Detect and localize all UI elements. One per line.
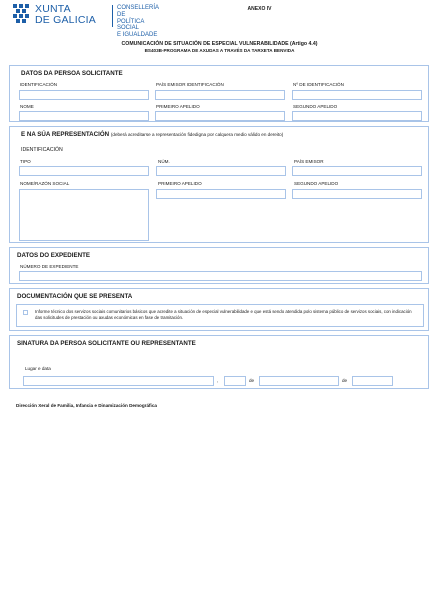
segundo-apelido-field[interactable] — [292, 111, 422, 121]
label-primeiro-apelido: PRIMEIRO APELIDO — [158, 181, 202, 186]
identificacion-field[interactable] — [19, 90, 149, 100]
department-name: CONSELLERÍA DE POLÍTICA SOCIAL E IGUALDADE — [117, 5, 159, 39]
footer-directorate: Dirección Xeral de Familia, Infancia e Dinamización Demográfica — [16, 403, 157, 408]
primeiro-apelido-field[interactable] — [155, 111, 285, 121]
label-pais-emisor: PAÍS EMISOR — [294, 159, 324, 164]
segundo-apelido-field[interactable] — [292, 189, 422, 199]
logo-wordmark: XUNTA DE GALICIA — [35, 3, 96, 26]
label-nome-razon: NOME/RAZÓN SOCIAL — [20, 181, 70, 186]
tipo-field[interactable] — [19, 166, 149, 176]
section-sinatura — [9, 335, 429, 389]
pais-emisor-field[interactable] — [155, 90, 285, 100]
nome-razon-field[interactable] — [19, 189, 149, 241]
section-title: DATOS DA PERSOA SOLICITANTE — [21, 70, 123, 77]
label-nome: NOME — [20, 104, 34, 109]
num-identificacion-field[interactable] — [292, 90, 422, 100]
label-num: NÚM. — [158, 159, 170, 164]
label-segundo-apelido: SEGUNDO APELIDO — [293, 104, 338, 109]
section-title: SINATURA DA PERSOA SOLICITANTE OU REPRESENTANTE — [17, 340, 196, 347]
section-title: E NA SÚA REPRESENTACIÓN (deberá acreditarse a representación fidedigna por calquera medio válido en dereito) — [21, 131, 284, 138]
label-identificacion: IDENTIFICACIÓN — [21, 147, 63, 153]
section-solicitante — [9, 65, 429, 122]
numero-expediente-field[interactable] — [19, 271, 422, 281]
section-representacion — [9, 126, 429, 243]
de-label-2: de — [342, 378, 348, 383]
year-field[interactable] — [352, 376, 393, 386]
label-primeiro-apelido: PRIMEIRO APELIDO — [156, 104, 200, 109]
nome-field[interactable] — [19, 111, 149, 121]
month-field[interactable] — [259, 376, 339, 386]
section-documentacion — [9, 288, 429, 331]
num-field[interactable] — [156, 166, 286, 176]
informe-text: Informe técnico dos servizos sociais comunitarios básicos que acredite a situación de especial vulnerabilidade e que está sendo atendida polo sistema público de servizos sociais, con indicación das solicitudes de prestación ou axudas económicas en fase de tramitación. — [35, 309, 412, 320]
informe-checkbox[interactable] — [23, 310, 28, 315]
annex-label: ANEXO IV — [247, 6, 272, 12]
section-title: DOCUMENTACIÓN QUE SE PRESENTA — [17, 293, 133, 300]
label-identificacion: IDENTIFICACIÓN — [20, 82, 58, 87]
label-segundo-apelido: SEGUNDO APELIDO — [294, 181, 339, 186]
label-num-identificacion: Nº DE IDENTIFICACIÓN — [293, 82, 344, 87]
document-subtitle: BS403B-PROGRAMA DE AXUDAS A TRAVÉS DA TARXETA BENVIDA — [144, 48, 295, 53]
day-field[interactable] — [224, 376, 246, 386]
document-item-box — [16, 304, 424, 327]
primeiro-apelido-field[interactable] — [156, 189, 286, 199]
representation-note: (deberá acreditarse a representación fidedigna por calquera medio válido en dereito) — [110, 132, 284, 137]
label-pais-emisor: PAÍS EMISOR IDENTIFICACIÓN — [156, 82, 224, 87]
section-expediente — [9, 247, 429, 284]
de-label-1: de — [249, 378, 255, 383]
label-tipo: TIPO — [20, 159, 31, 164]
comma-separator: , — [217, 378, 219, 383]
label-lugar-data: Lugar e data — [25, 366, 51, 371]
document-title: COMUNICACIÓN DE SITUACIÓN DE ESPECIAL VULNERABILIDADE (Artigo 4.4) — [121, 41, 318, 47]
pais-emisor-field[interactable] — [292, 166, 422, 176]
lugar-field[interactable] — [23, 376, 214, 386]
label-numero-expediente: NÚMERO DE EXPEDIENTE — [20, 264, 79, 269]
section-title: DATOS DO EXPEDIENTE — [17, 252, 91, 259]
